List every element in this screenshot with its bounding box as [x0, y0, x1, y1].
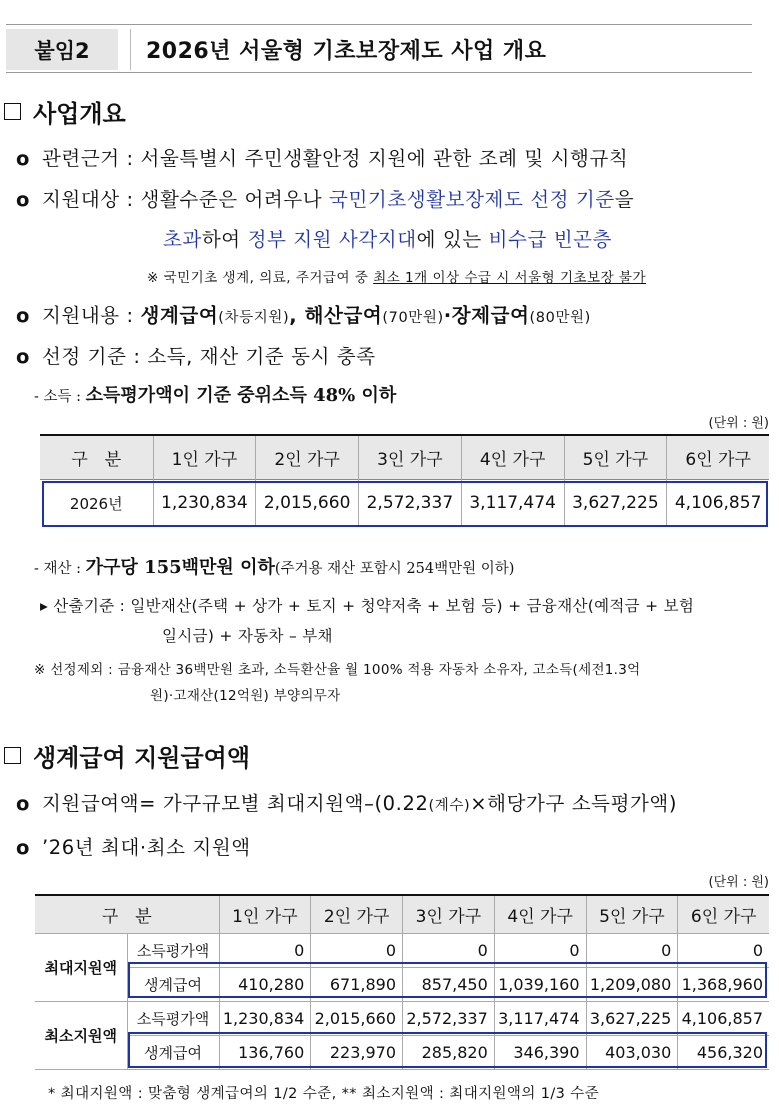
header-cell: 1인 가구 [153, 435, 256, 479]
label: - 재산 : [34, 561, 86, 577]
table-cell: 2,015,660 [311, 1001, 403, 1035]
label: 지원내용 : [42, 304, 141, 327]
header-cell: 1인 가구 [219, 895, 311, 933]
benefit-amount-table [35, 894, 769, 1070]
row-label: 생계급여 [127, 967, 219, 1001]
exclusion-line1: ※ 선정제외 : 금융재산 36백만원 초과, 소득환산율 월 100% 적용 자동차 소유자, 고소득(세전1.3억 [34, 662, 641, 678]
header-cell: 3인 가구 [359, 435, 462, 479]
header-divider [130, 29, 131, 70]
bullet-max-min [16, 832, 251, 860]
text: (70만원) [382, 310, 444, 326]
table-cell: 285,820 [403, 1035, 495, 1069]
table-cell: 0 [219, 933, 311, 967]
label: - 소득 : [34, 389, 86, 405]
header-cell: 6인 가구 [678, 895, 769, 933]
document-title: 2026년 서울형 기초보장제도 사업 개요 [146, 39, 547, 64]
unit-label: (단위 : 원) [708, 416, 769, 431]
square-bullet-icon [4, 747, 21, 764]
text: (주거용 재산 포함시 254백만원 이하) [274, 561, 515, 577]
circle-bullet-icon: ο [16, 188, 30, 211]
label: 지원대상 : [42, 188, 141, 211]
header-cell: 5인 가구 [564, 435, 667, 479]
text: (80만원) [529, 310, 591, 326]
table-cell: 1,368,960 [678, 967, 769, 1001]
document-header [6, 24, 752, 73]
text: 을 [614, 188, 635, 211]
table-cell: 1,230,834 [219, 1001, 311, 1035]
note-text: ※ 국민기초 생계, 의료, 주거급여 중 [147, 270, 374, 286]
circle-bullet-icon: ο [16, 345, 30, 368]
table-cell: 0 [403, 933, 495, 967]
unit-label: (단위 : 원) [708, 875, 769, 890]
section-title: 생계급여 지원급여액 [33, 744, 251, 772]
circle-bullet-icon: ο [16, 147, 30, 170]
text: 가구당 155백만원 이하 [85, 557, 275, 578]
highlight-text: 비수급 빈곤층 [488, 228, 612, 251]
header-cell: 4인 가구 [494, 895, 586, 933]
exclusion-line2: 원)·고재산(12억원) 부양의무자 [150, 688, 341, 704]
table-cell: 1,039,160 [494, 967, 586, 1001]
table-row [35, 1001, 769, 1035]
text: 지원급여액= 가구규모별 최대지원액–(0.22 [42, 792, 429, 815]
support-target-continued [163, 224, 612, 252]
text: 선정 기준 : 소득, 재산 기준 동시 충족 [42, 345, 376, 368]
text: (차등지원) [218, 310, 290, 326]
text: 에 있는 [416, 228, 489, 251]
text: · [443, 304, 452, 327]
section-heading-benefit [4, 738, 250, 773]
table-row [35, 967, 769, 1001]
text: 생계급여 [140, 304, 219, 327]
table-cell: 0 [586, 933, 678, 967]
table-cell: 346,390 [494, 1035, 586, 1069]
label: 관련근거 : [42, 147, 141, 170]
highlight-text: 정부 지원 사각지대 [247, 228, 417, 251]
header-cell: 구 분 [40, 435, 153, 479]
circle-bullet-icon: ο [16, 836, 30, 859]
header-cell: 4인 가구 [461, 435, 564, 479]
text: , [289, 304, 305, 327]
bullet-support-content [16, 300, 591, 328]
text: 소득평가액이 기준 중위소득 48% 이하 [85, 385, 397, 406]
circle-bullet-icon: ο [16, 304, 30, 327]
table-header-row [35, 895, 769, 933]
text: 해산급여 [304, 304, 383, 327]
table-cell: 857,450 [403, 967, 495, 1001]
group-label: 최소지원액 [35, 1001, 127, 1069]
table-cell: 136,760 [219, 1035, 311, 1069]
group-label: 최대지원액 [35, 933, 127, 1001]
text: (계수) [428, 798, 471, 814]
circle-bullet-icon: ο [16, 792, 30, 815]
bullet-support-target [16, 184, 634, 212]
text: ×해당가구 소득평가액) [470, 792, 678, 815]
text: 하여 [201, 228, 248, 251]
table-cell: 410,280 [219, 967, 311, 1001]
note-underlined: 최소 1개 이상 수급 시 서울형 기초보장 불가 [373, 270, 647, 286]
asset-criterion [34, 553, 514, 579]
text: 생활수준은 어려우나 [140, 188, 330, 211]
row-label: 소득평가액 [127, 933, 219, 967]
table-cell: 2,015,660 [256, 479, 359, 527]
header-cell: 5인 가구 [586, 895, 678, 933]
income-threshold-table [40, 434, 769, 527]
bullet-selection-criteria [16, 341, 376, 369]
table-cell: 2,572,337 [359, 479, 462, 527]
section-heading-overview [4, 94, 126, 129]
table-cell: 0 [678, 933, 769, 967]
highlight-text: 국민기초생활보장제도 선정 기준 [329, 188, 615, 211]
table-row [35, 1035, 769, 1069]
table-cell: 1,230,834 [153, 479, 256, 527]
table-cell: 403,030 [586, 1035, 678, 1069]
header-cell: 6인 가구 [685, 449, 751, 470]
bullet-benefit-formula [16, 788, 677, 816]
table-cell: 4,106,857 [678, 1001, 769, 1035]
highlight-text: 초과 [163, 228, 202, 251]
row-label: 생계급여 [127, 1035, 219, 1069]
table-cell: 3,117,474 [461, 479, 564, 527]
header-cell: 구 분 [35, 895, 219, 933]
table-header-row [40, 435, 769, 479]
attachment-tag: 붙임2 [6, 29, 118, 70]
table-cell: 3,627,225 [586, 1001, 678, 1035]
calc-basis-line2: 일시금) + 자동차 – 부채 [162, 627, 333, 645]
table-cell: 0 [494, 933, 586, 967]
table-cell: 3,117,474 [494, 1001, 586, 1035]
table-cell: 456,320 [678, 1035, 769, 1069]
row-label: 소득평가액 [127, 1001, 219, 1035]
calc-basis-line1: ▸ 산출기준 : 일반재산(주택 + 상가 + 토지 + 청약저축 + 보험 등) + 금융재산(예적금 + 보험 [40, 597, 695, 615]
table-cell: 223,970 [311, 1035, 403, 1069]
table-row [40, 479, 769, 527]
header-cell: 2인 가구 [256, 435, 359, 479]
income-criterion [34, 381, 396, 407]
table-cell: 671,890 [311, 967, 403, 1001]
bullet-legal-basis [16, 143, 628, 171]
header-cell: 3인 가구 [403, 895, 495, 933]
table-cell: 3,627,225 [564, 479, 667, 527]
table-row [35, 933, 769, 967]
table-cell: 4,106,857 [674, 493, 762, 514]
text: 서울특별시 주민생활안정 지원에 관한 조례 및 시행규칙 [140, 147, 629, 170]
square-bullet-icon [4, 103, 21, 120]
table-cell: 1,209,080 [586, 967, 678, 1001]
table-cell: 2,572,337 [403, 1001, 495, 1035]
text: 장제급여 [451, 304, 530, 327]
section-title: 사업개요 [33, 100, 126, 128]
table-cell: 0 [311, 933, 403, 967]
header-cell: 2인 가구 [311, 895, 403, 933]
note-exclusion [147, 266, 646, 286]
table-cell: 2026년 [40, 479, 153, 527]
text: ’26년 최대·최소 지원액 [42, 836, 251, 859]
table-footnote: * 최대지원액 : 맞춤형 생계급여의 1/2 수준, ** 최소지원액 : 최대지원액의 1/3 수준 [48, 1086, 600, 1102]
